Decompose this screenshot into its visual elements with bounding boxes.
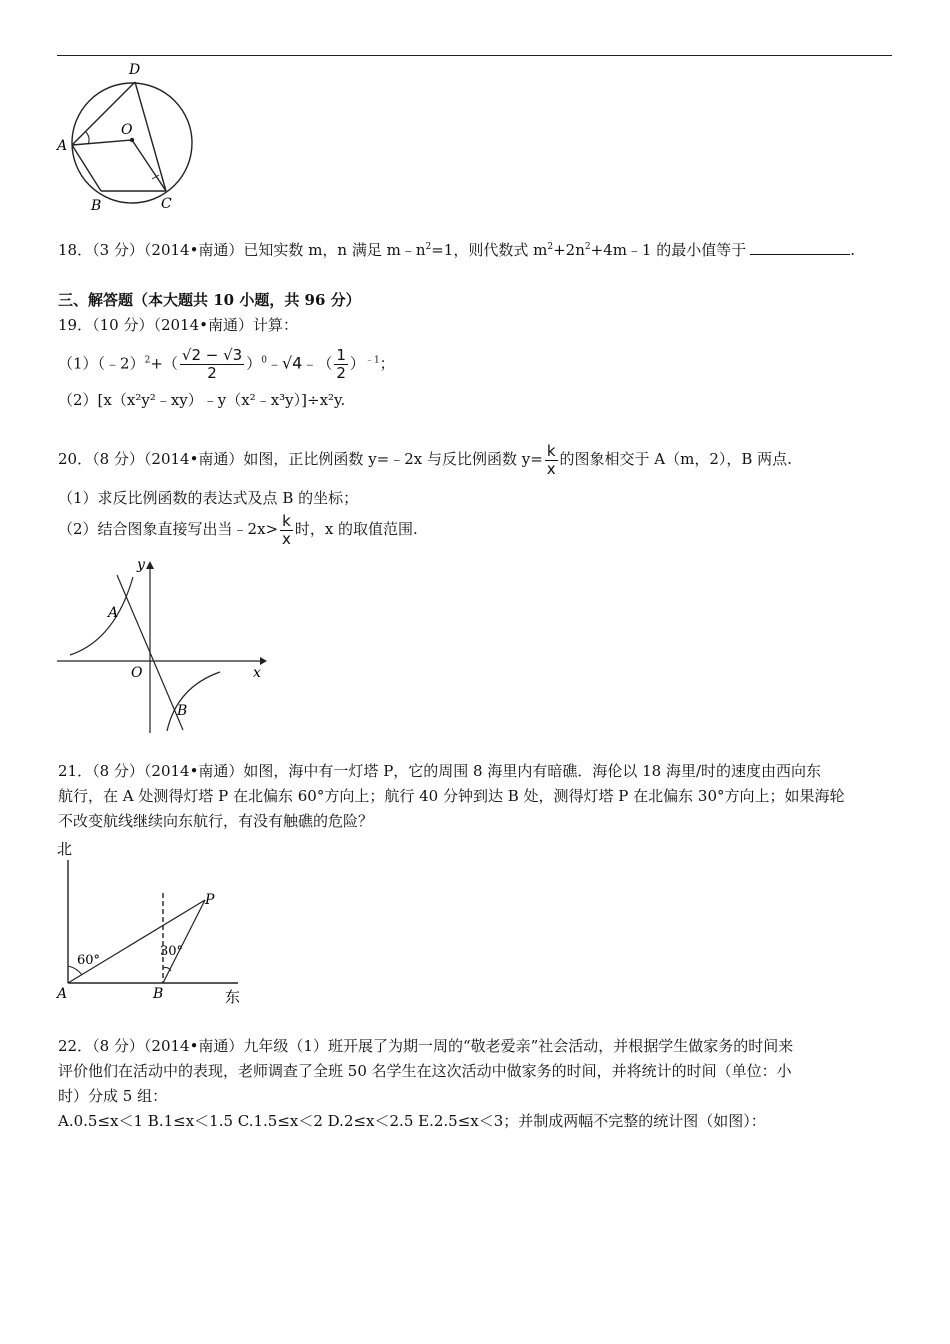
question-22-line2: 评价他们在活动中的表现，老师调查了全班 50 名学生在这次活动中做家务的时间，并将统计的时间（单位：小 [58,1062,792,1080]
x-axis-arrow [260,657,267,665]
q19-p1-start: （1）（﹣2） [58,354,145,373]
label-O: O [121,122,133,138]
label-D: D [129,62,141,78]
q19-p1-plus: +（ [150,354,178,373]
label-A: A [57,138,68,154]
fraction-numerator: √2 − √3 [181,346,243,364]
k-numerator: k [546,441,556,460]
segment-AO [72,140,132,145]
sqrt-four: √4 [281,353,303,373]
label-y: y [137,557,145,573]
question-20-part2 [58,512,418,547]
q20-title-a: 20．（8 分）（2014•南通）如图，正比例函数 y=﹣2x 与反比例函数 y= [58,450,543,468]
chord-DC [135,82,166,191]
section-heading: 三、解答题（本大题共 10 小题，共 96 分） [58,291,361,309]
question-21-line1: 21．（8 分）（2014•南通）如图，海中有一灯塔 P，它的周围 8 海里内有暗礁．海伦以 18 海里/时的速度由西向东 [58,762,822,780]
label-B: B [153,986,164,1002]
question-22-line3: 时）分成 5 组： [58,1087,168,1105]
q18-end: . [850,241,856,259]
fraction-half [334,348,348,381]
q19-p1-close2: ） [349,354,365,373]
hyperbola-branch-right [167,672,220,731]
segment-OC [132,140,166,191]
label-east: 东 [225,988,241,1006]
label-C: C [161,196,172,212]
q18-mid2: +2n [553,241,585,259]
label-x: x [253,665,261,681]
label-north: 北 [57,840,73,858]
q18-prefix: 18．（3 分）（2014•南通）已知实数 m，n 满足 m﹣n [58,241,426,259]
label-30deg: 30° [160,944,184,959]
label-A: A [57,986,68,1002]
q19-p1-minus: ﹣ [266,354,282,373]
q19-p1-sup: 2 [144,355,151,366]
question-22-line4: A.0.5≤x＜1 B.1≤x＜1.5 C.1.5≤x＜2 D.2≤x＜2.5 E.2.5≤x＜3；并制成两幅不完整的统计图（如图）： [58,1112,766,1130]
angle-arc-A [86,132,89,144]
q19-p1-close: ） [246,354,262,373]
fraction-k-over-x-2 [280,511,293,548]
half-denominator: 2 [336,364,346,382]
label-60deg: 60° [77,953,101,968]
question-21-line2: 航行，在 A 处测得灯塔 P 在北偏东 60°方向上；航行 40 分钟到达 B 处，测得灯塔 P 在北偏东 30°方向上；如果海轮 [58,787,845,805]
label-B: B [91,198,102,214]
k-numerator-2: k [282,511,291,530]
q20-p2-b: 时，x 的取值范围. [294,520,418,538]
label-O: O [131,665,143,681]
q19-p1-end: ； [379,354,395,373]
question-19-part1 [58,348,395,381]
q18-suffix: +4m﹣1 的最小值等于 [590,241,747,259]
circle-figure [55,60,205,215]
fraction-k-over-x [545,441,558,478]
question-20-title [58,442,792,477]
function-graph [55,555,270,735]
question-22-line1: 22．（8 分）（2014•南通）九年级（1）班开展了为期一周的“敬老爱亲”社会活动，并根据学生做家务的时间来 [58,1037,794,1055]
chord-AB [72,145,101,191]
q18-sup2: 2 [547,242,554,252]
fraction-denominator: 2 [207,364,217,382]
x-denominator-2: x [282,529,291,548]
q18-sup3: 2 [584,242,591,252]
q18-sup1: 2 [425,242,432,252]
question-19-title: 19．（10 分）（2014•南通）计算： [58,316,298,334]
question-18 [58,240,855,260]
label-A: A [108,605,119,621]
q18-mid: =1，则代数式 m [431,241,548,259]
answer-blank[interactable] [750,240,850,255]
x-denominator: x [546,459,556,478]
q20-title-b: 的图象相交于 A（m，2），B 两点. [559,450,792,468]
question-19-part2: （2）[x（x²y²﹣xy）﹣y（x²﹣x³y）]÷x²y. [58,391,346,409]
fraction-sqrt [180,348,244,381]
lighthouse-figure [55,838,250,1006]
y-axis-arrow [146,561,154,569]
hyperbola-branch-left [70,577,133,655]
center-point [130,138,134,142]
label-B: B [177,703,188,719]
q20-p2-a: （2）结合图象直接写出当﹣2x> [58,520,279,538]
q19-p1-minus2: ﹣（ [302,354,333,373]
question-20-part1: （1）求反比例函数的表达式及点 B 的坐标； [58,489,359,507]
question-21-line3: 不改变航线继续向东航行，有没有触礁的危险？ [58,812,374,830]
label-P: P [205,892,215,908]
half-numerator: 1 [336,346,346,364]
q19-p1-supm1: ﹣1 [364,355,380,366]
header-rule [57,55,892,56]
q19-p1-sup0: 0 [261,355,267,366]
